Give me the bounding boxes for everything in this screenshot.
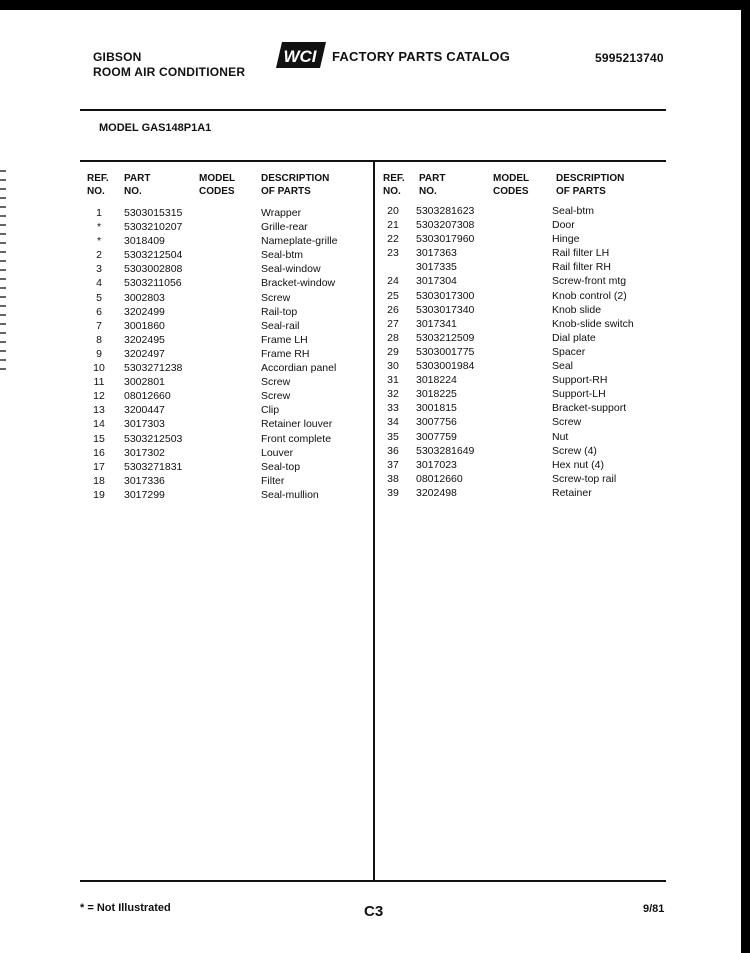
part-number-cell: 3017341 (416, 317, 457, 330)
description-cell: Screw (261, 291, 291, 304)
part-number-cell: 3018224 (416, 374, 457, 387)
ref-cell: 32 (387, 388, 399, 401)
ref-cell: 31 (387, 374, 399, 387)
description-cell: Frame RH (261, 347, 310, 360)
left-description-column (261, 206, 337, 502)
part-number-cell: 3017023 (416, 458, 457, 471)
part-number-cell: 3202498 (416, 486, 457, 499)
part-number-cell: 3018225 (416, 388, 457, 401)
catalog-number: 5995213740 (595, 51, 664, 65)
part-number-cell: 3018409 (124, 235, 165, 248)
description-cell: Screw-top rail (552, 472, 617, 485)
ref-cell: 39 (387, 486, 399, 499)
description-cell: Retainer (552, 486, 592, 499)
description-cell: Knob-slide switch (552, 317, 634, 330)
description-cell: Knob control (2) (552, 289, 627, 302)
description-cell: Frame LH (261, 333, 308, 346)
part-number-cell: 5303271831 (124, 460, 183, 473)
ref-cell: 13 (93, 404, 105, 417)
ref-cell: 35 (387, 430, 399, 443)
ref-cell: 24 (387, 275, 399, 288)
ref-cell: 26 (387, 303, 399, 316)
part-number-cell: 5303210207 (124, 221, 183, 234)
left-ref-column (85, 206, 113, 502)
ref-cell: 3 (96, 263, 102, 276)
part-number-cell: 5303017300 (416, 289, 475, 302)
part-number-cell: 3202497 (124, 347, 165, 360)
ref-cell: 2 (96, 249, 102, 262)
part-number-cell: 5303212509 (416, 331, 475, 344)
table-bottom-rule (80, 880, 666, 882)
part-number-cell: 5303212503 (124, 432, 183, 445)
right-header-part: PART NO. (419, 173, 446, 197)
right-part-column (416, 204, 474, 500)
scan-border-top (0, 0, 750, 10)
model-line: MODEL GAS148P1A1 (99, 122, 212, 134)
part-number-cell: 3017304 (416, 275, 457, 288)
ref-cell: 25 (387, 289, 399, 302)
description-cell: Door (552, 219, 575, 232)
part-number-cell: 3017299 (124, 488, 165, 501)
description-cell: Spacer (552, 345, 586, 358)
ref-cell: 14 (93, 418, 105, 431)
part-number-cell: 3017363 (416, 247, 457, 260)
description-cell: Seal-window (261, 263, 321, 276)
part-number-cell: 5303017960 (416, 233, 475, 246)
ref-cell: 34 (387, 416, 399, 429)
ref-cell: 27 (387, 317, 399, 330)
issue-date: 9/81 (643, 903, 665, 915)
ref-cell: 33 (387, 402, 399, 415)
ref-cell: 38 (387, 472, 399, 485)
page-code: C3 (364, 903, 384, 920)
part-number-cell: 3017336 (124, 474, 165, 487)
ref-cell: 9 (96, 347, 102, 360)
brand-name: GIBSON (93, 50, 142, 64)
left-part-column (124, 206, 182, 502)
ref-cell: 4 (96, 277, 102, 290)
description-cell: Louver (261, 446, 294, 459)
ref-cell: 11 (93, 376, 105, 389)
left-header-part: PART NO. (124, 173, 151, 197)
left-header-description: DESCRIPTION OF PARTS (261, 173, 330, 197)
ref-cell: 29 (387, 345, 399, 358)
right-ref-column (379, 204, 407, 500)
left-header-ref: REF. NO. (87, 173, 109, 197)
ref-cell: 1 (96, 207, 102, 219)
ref-cell: 5 (96, 291, 102, 304)
right-header-codes: MODEL CODES (493, 173, 530, 197)
part-number-cell: 3017303 (124, 418, 165, 431)
description-cell: Seal-rail (261, 319, 300, 332)
ref-cell: 18 (93, 474, 105, 487)
description-cell: Dial plate (552, 331, 596, 344)
catalog-title: FACTORY PARTS CATALOG (332, 49, 511, 64)
description-cell: Screw (261, 390, 291, 403)
description-cell: Retainer louver (261, 418, 333, 431)
ref-cell: 22 (387, 233, 399, 246)
ref-cell: 28 (387, 331, 399, 344)
ref-cell: 7 (96, 319, 102, 332)
description-cell: Knob slide (552, 303, 602, 316)
description-cell: Screw (552, 416, 582, 429)
description-cell: Seal-btm (552, 205, 595, 217)
right-description-column (552, 204, 634, 500)
scan-edge-marks (0, 170, 6, 370)
ref-cell: 21 (387, 219, 399, 232)
description-cell: Grille-rear (261, 221, 308, 234)
description-cell: Screw-front mtg (552, 275, 627, 288)
ref-cell: * (96, 221, 102, 234)
description-cell: Clip (261, 404, 280, 417)
part-number-cell: 3002801 (124, 376, 165, 389)
ref-cell: * (96, 235, 102, 248)
part-number-cell: 5303017340 (416, 303, 475, 316)
ref-cell: 37 (387, 458, 399, 471)
ref-cell: 16 (93, 446, 105, 459)
part-number-cell: 5303212504 (124, 249, 183, 262)
description-cell: Screw (261, 376, 291, 389)
part-number-cell: 5303001984 (416, 360, 475, 373)
description-cell: Front complete (261, 432, 332, 445)
right-header-ref: REF. NO. (383, 173, 405, 197)
part-number-cell: 3017335 (416, 261, 457, 274)
description-cell: Seal-top (261, 460, 301, 473)
product-name: ROOM AIR CONDITIONER (93, 65, 246, 79)
header-rule (80, 109, 666, 111)
column-divider (373, 162, 375, 881)
part-number-cell: 3007759 (416, 430, 457, 443)
description-cell: Seal (552, 360, 574, 373)
ref-cell: 36 (387, 444, 399, 457)
description-cell: Accordian panel (261, 362, 337, 375)
part-number-cell: 3002803 (124, 291, 165, 304)
description-cell: Nameplate-grille (261, 235, 338, 248)
part-number-cell: 5303002808 (124, 263, 183, 276)
ref-cell: 10 (93, 362, 105, 375)
part-number-cell: 3202499 (124, 305, 165, 318)
part-number-cell: 3202495 (124, 333, 165, 346)
footnote-not-illustrated: * = Not Illustrated (80, 902, 171, 914)
description-cell: Seal-mullion (261, 488, 319, 501)
ref-cell: 23 (387, 247, 399, 260)
part-number-cell: 3001815 (416, 402, 457, 415)
part-number-cell: 3017302 (124, 446, 165, 459)
ref-cell: 17 (93, 460, 105, 473)
description-cell: Rail-top (261, 305, 298, 318)
description-cell: Rail filter LH (552, 247, 610, 260)
description-cell: Nut (552, 430, 569, 443)
part-number-cell: 5303015315 (124, 207, 183, 219)
part-number-cell: 08012660 (416, 472, 463, 485)
ref-cell: 12 (93, 390, 105, 403)
ref-cell: 30 (387, 360, 399, 373)
part-number-cell: 3007756 (416, 416, 457, 429)
ref-cell: 19 (93, 488, 105, 501)
part-number-cell: 5303281649 (416, 444, 475, 457)
part-number-cell: 5303271238 (124, 362, 183, 375)
description-cell: Support-RH (552, 374, 608, 387)
description-cell: Filter (261, 474, 285, 487)
description-cell: Seal-btm (261, 249, 304, 262)
part-number-cell: 3001860 (124, 319, 165, 332)
scan-border-right (741, 0, 750, 953)
description-cell: Bracket-support (552, 402, 627, 415)
description-cell: Bracket-window (261, 277, 336, 290)
wci-logo (276, 42, 326, 68)
right-header-description: DESCRIPTION OF PARTS (556, 173, 625, 197)
part-number-cell: 5303211056 (124, 277, 182, 290)
description-cell: Screw (4) (552, 444, 597, 457)
ref-cell: 15 (93, 432, 105, 445)
description-cell: Support-LH (552, 388, 606, 401)
description-cell: Rail filter RH (552, 261, 611, 274)
left-header-codes: MODEL CODES (199, 173, 236, 197)
part-number-cell: 5303207308 (416, 219, 475, 232)
ref-cell (379, 260, 407, 274)
description-cell: Wrapper (261, 207, 302, 219)
svg-text:WCI: WCI (283, 47, 317, 66)
ref-cell: 8 (96, 333, 102, 346)
ref-cell: 20 (387, 205, 399, 217)
description-cell: Hex nut (4) (552, 458, 604, 471)
description-cell: Hinge (552, 233, 580, 246)
part-number-cell: 5303001775 (416, 345, 475, 358)
part-number-cell: 3200447 (124, 404, 165, 417)
part-number-cell: 08012660 (124, 390, 171, 403)
part-number-cell: 5303281623 (416, 205, 475, 217)
ref-cell: 6 (96, 305, 102, 318)
